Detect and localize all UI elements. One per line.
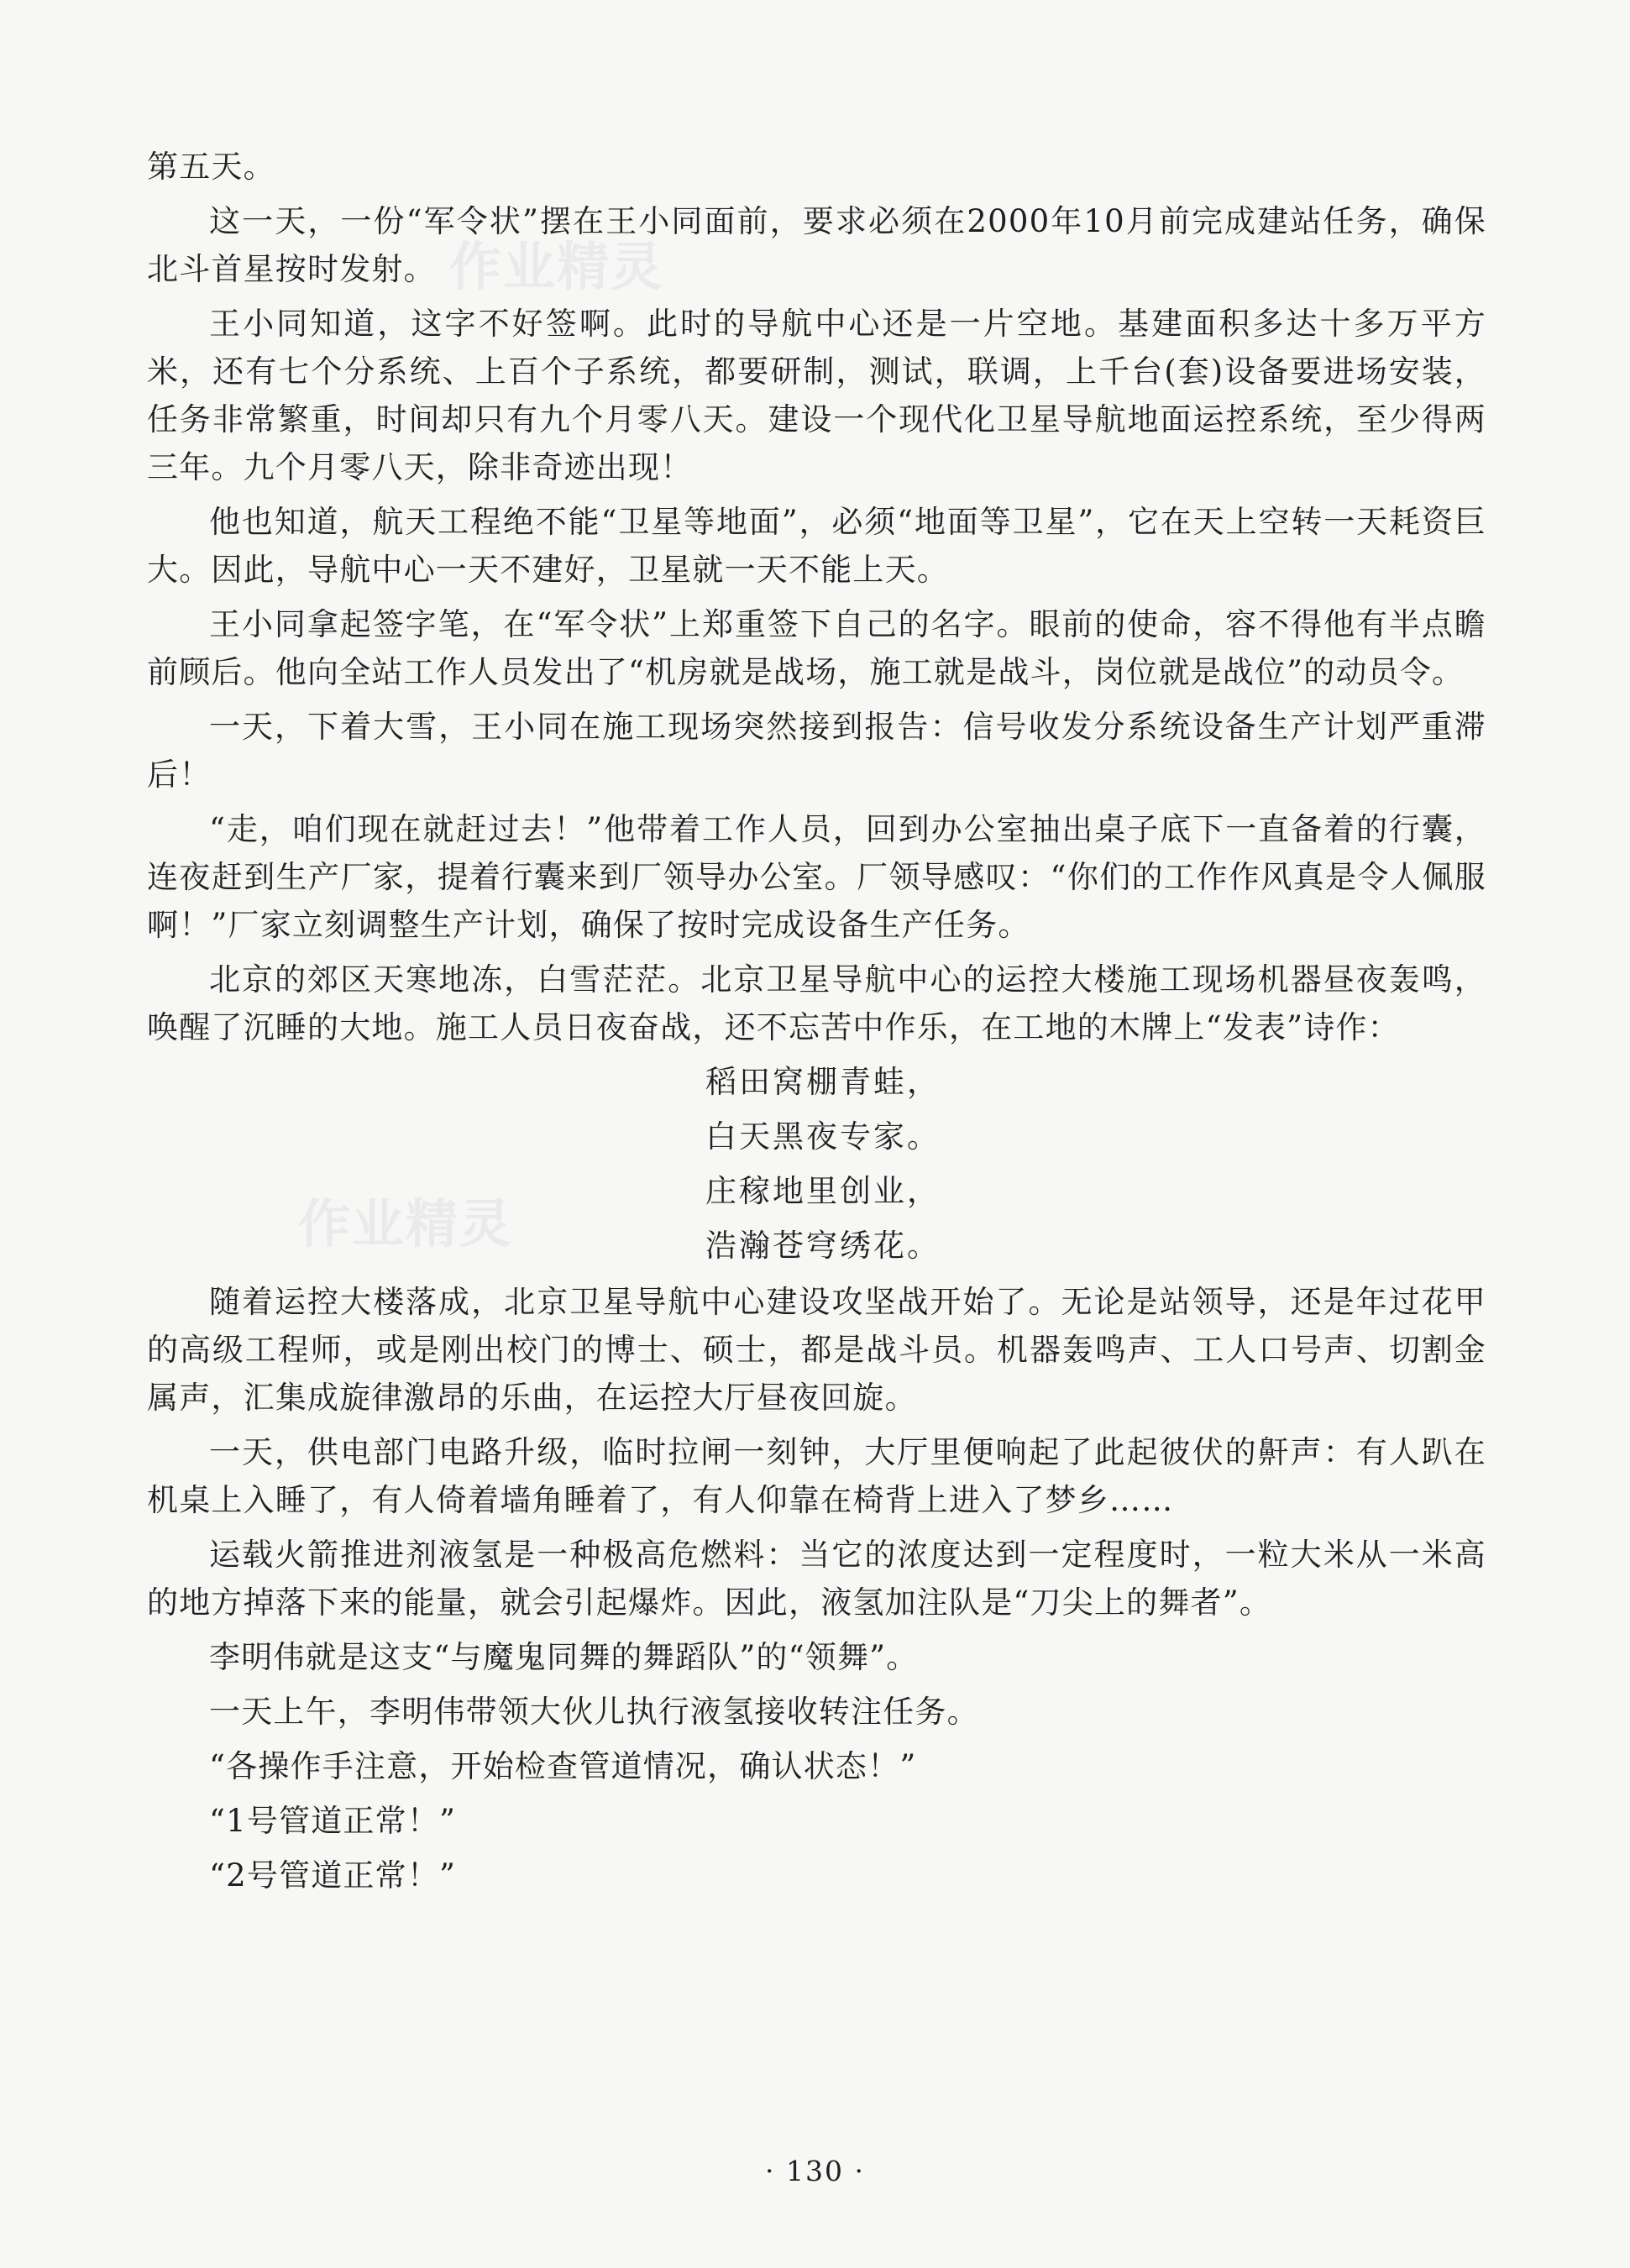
paragraph: 他也知道，航天工程绝不能“卫星等地面”，必须“地面等卫星”，它在天上空转一天耗资巨大。因此，导航中心一天不建好，卫星就一天不能上天。 bbox=[147, 504, 1486, 588]
paragraph: 王小同知道，这字不好签啊。此时的导航中心还是一片空地。基建面积多达十多万平方米，还有七个分系统、上百个子系统，都要研制，测试，联调，上千台(套)设备要进场安装，任务非常繁重，时间却只有九个月零八天。建设一个现代化卫星导航地面运控系统，至少得两三年。九个月零八天，除非奇迹出现！ bbox=[147, 306, 1486, 485]
paragraph: 第五天。 bbox=[147, 149, 275, 185]
paragraph: 随着运控大楼落成，北京卫星导航中心建设攻坚战开始了。无论是站领导，还是年过花甲的高级工程师，或是刚出校门的博士、硕士，都是战斗员。机器轰鸣声、工人口号声、切割金属声，汇集成旋律激昂的乐曲，在运控大厅昼夜回旋。 bbox=[147, 1284, 1486, 1416]
paragraph: “各操作手注意，开始检查管道情况，确认状态！” bbox=[209, 1748, 917, 1784]
paragraph: 一天，下着大雪，王小同在施工现场突然接到报告：信号收发分系统设备生产计划严重滞后！ bbox=[147, 709, 1486, 793]
paragraph: 一天上午，李明伟带领大伙儿执行液氢接收转注任务。 bbox=[209, 1694, 979, 1730]
paragraph: 李明伟就是这支“与魔鬼同舞的舞蹈队”的“领舞”。 bbox=[209, 1639, 919, 1675]
paragraph: 北京的郊区天寒地冻，白雪茫茫。北京卫星导航中心的运控大楼施工现场机器昼夜轰鸣，唤醒了沉睡的大地。施工人员日夜奋战，还不忘苦中作乐，在工地的木牌上“发表”诗作： bbox=[147, 961, 1486, 1045]
poem-line: 庄稼地里创业， bbox=[705, 1173, 941, 1209]
paragraph: 这一天，一份“军令状”摆在王小同面前，要求必须在2000年10月前完成建站任务，确保北斗首星按时发射。 bbox=[147, 203, 1486, 287]
watermark-logo: 作业精灵 bbox=[449, 236, 665, 297]
paragraph: “2号管道正常！” bbox=[209, 1857, 457, 1893]
poem bbox=[147, 1058, 1486, 1270]
poem-line: 白天黑夜专家。 bbox=[705, 1118, 941, 1155]
poem-line: 稻田窝棚青蛙， bbox=[705, 1064, 941, 1100]
paragraph: “走，咱们现在就赶过去！”他带着工作人员，回到办公室抽出桌子底下一直备着的行囊，连夜赶到生产厂家，提着行囊来到厂领导办公室。厂领导感叹：“你们的工作作风真是令人佩服啊！”厂家立刻调整生产计划，确保了按时完成设备生产任务。 bbox=[147, 811, 1486, 943]
body-text bbox=[147, 143, 1486, 1906]
paragraph: 运载火箭推进剂液氢是一种极高危燃料：当它的浓度达到一定程度时，一粒大米从一米高的地方掉落下来的能量，就会引起爆炸。因此，液氢加注队是“刀尖上的舞者”。 bbox=[147, 1537, 1486, 1621]
page-number: · 130 · bbox=[765, 2155, 865, 2187]
paragraph: “1号管道正常！” bbox=[209, 1803, 457, 1839]
watermark-logo: 作业精灵 bbox=[298, 1193, 514, 1254]
paragraph: 王小同拿起签字笔，在“军令状”上郑重签下自己的名字。眼前的使命，容不得他有半点瞻前顾后。他向全站工作人员发出了“机房就是战场，施工就是战斗，岗位就是战位”的动员令。 bbox=[147, 606, 1486, 690]
paragraph: 一天，供电部门电路升级，临时拉闸一刻钟，大厅里便响起了此起彼伏的鼾声：有人趴在机桌上入睡了，有人倚着墙角睡着了，有人仰靠在椅背上进入了梦乡…… bbox=[147, 1434, 1486, 1518]
poem-line: 浩瀚苍穹绣花。 bbox=[705, 1228, 941, 1264]
